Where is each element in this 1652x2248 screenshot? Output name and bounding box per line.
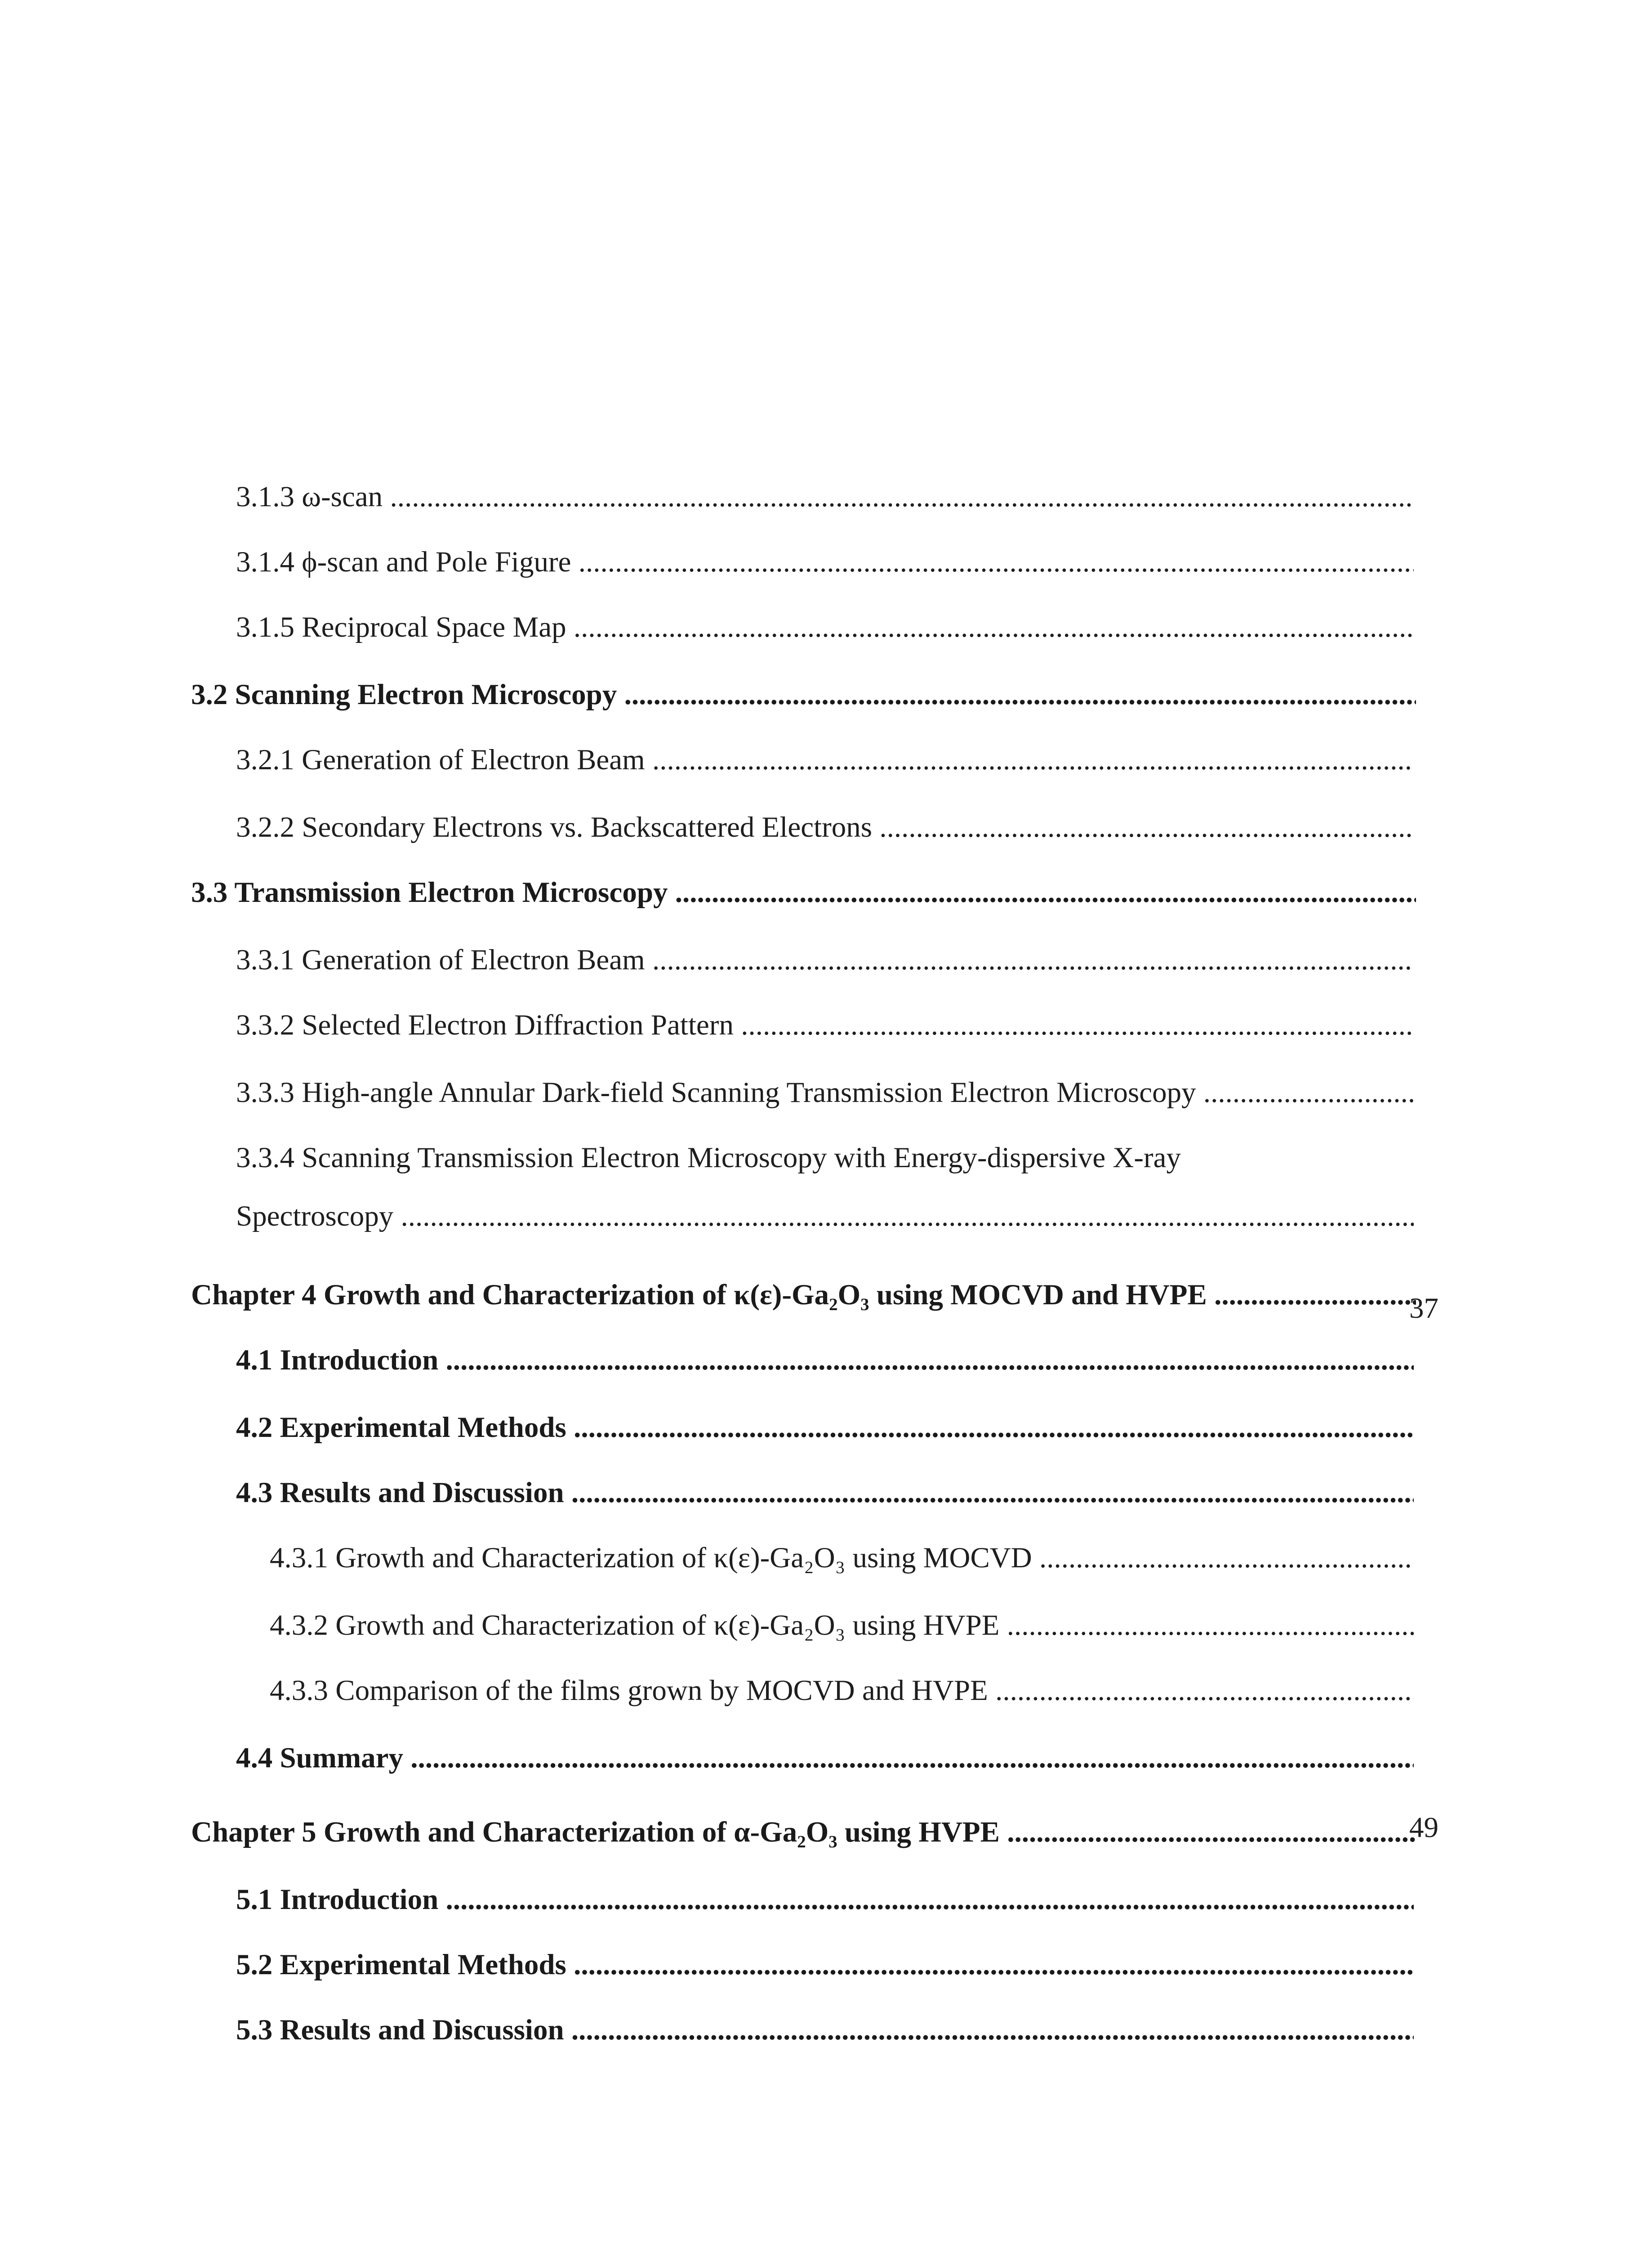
toc-entry-title: 4.3.2 Growth and Characterization of κ(ε)-Ga₂O₃ using HVPE [270, 1609, 1000, 1641]
leader-dots [566, 611, 1414, 643]
toc-entry-title: 3.3.1 Generation of Electron Beam [236, 944, 645, 976]
toc-entry [236, 1075, 1414, 1111]
toc-section-title: 4.1 Introduction [236, 1344, 439, 1376]
toc-entry-title: Spectroscopy [236, 1200, 394, 1232]
toc-section [236, 1947, 1414, 1983]
toc-chapter-title: Chapter 5 Growth and Characterization of α-Ga₂O₃ using HVPE [191, 1816, 1000, 1848]
leader-dots [1032, 1542, 1414, 1574]
toc-entry-title: 3.3.2 Selected Electron Diffraction Pattern [236, 1009, 734, 1041]
toc-entry [236, 742, 1414, 778]
toc-section [191, 874, 1416, 910]
toc-entry [270, 1607, 1414, 1643]
toc-entry-title: 3.1.3 ω-scan [236, 481, 383, 513]
toc-section-title: 4.4 Summary [236, 1742, 403, 1774]
toc-entry-title: 3.2.1 Generation of Electron Beam [236, 744, 645, 776]
toc-section-title: 4.3 Results and Discussion [236, 1476, 564, 1509]
leader-dots [988, 1674, 1414, 1707]
toc-entry-continuation [236, 1198, 1414, 1234]
toc-entry-title: 4.3.1 Growth and Characterization of κ(ε)-Ga₂O₃ using MOCVD [270, 1542, 1032, 1574]
toc-entry-title: 3.1.5 Reciprocal Space Map [236, 611, 566, 643]
toc-section-title: 4.2 Experimental Methods [236, 1411, 566, 1444]
toc-entry-title: 3.3.4 Scanning Transmission Electron Microscopy with Energy-dispersive X-ray [236, 1142, 1181, 1174]
toc-entry-title: 4.3.3 Comparison of the films grown by MOCVD and HVPE [270, 1674, 988, 1707]
toc-section [236, 2012, 1414, 2048]
toc-entry [236, 809, 1414, 845]
leader-dots [438, 1344, 1414, 1376]
leader-dots [1207, 1279, 1416, 1311]
toc-chapter [191, 1277, 1416, 1313]
toc-section-title: 3.3 Transmission Electron Microscopy [191, 876, 668, 909]
leader-dots [645, 744, 1414, 776]
toc-section [236, 1409, 1414, 1445]
leader-dots [403, 1742, 1414, 1774]
toc-entry-title: 3.1.4 ϕ-scan and Pole Figure [236, 546, 571, 578]
leader-dots [668, 876, 1416, 909]
toc-section-title: 3.2 Scanning Electron Microscopy [191, 678, 617, 711]
page-number: 37 [1409, 1292, 1438, 1325]
toc-entry [236, 544, 1414, 580]
leader-dots [999, 1609, 1414, 1641]
toc-entry-title: 3.2.2 Secondary Electrons vs. Backscattered Electrons [236, 811, 873, 843]
toc-section [236, 1740, 1414, 1776]
toc-section [236, 1882, 1414, 1918]
leader-dots [438, 1883, 1414, 1916]
toc-chapter [191, 1814, 1416, 1850]
toc-entry [270, 1540, 1414, 1576]
leader-dots [393, 1200, 1414, 1232]
toc-section [236, 1475, 1414, 1511]
toc-entry [236, 609, 1414, 645]
toc-entry [236, 942, 1414, 978]
leader-dots [734, 1009, 1414, 1041]
leader-dots [566, 1949, 1414, 1981]
toc-section-title: 5.1 Introduction [236, 1883, 439, 1916]
toc-section-title: 5.3 Results and Discussion [236, 2014, 564, 2046]
leader-dots [564, 1476, 1414, 1509]
leader-dots [617, 678, 1416, 711]
toc-section-title: 5.2 Experimental Methods [236, 1949, 566, 1981]
leader-dots [564, 2014, 1414, 2046]
toc-section [191, 677, 1416, 713]
toc-entry [236, 479, 1414, 515]
leader-dots [1196, 1076, 1414, 1109]
toc-entry [236, 1007, 1414, 1043]
toc-entry [270, 1673, 1414, 1708]
leader-dots [566, 1411, 1414, 1444]
toc-section [236, 1342, 1414, 1378]
toc-chapter-title: Chapter 4 Growth and Characterization of κ(ε)-Ga₂O₃ using MOCVD and HVPE [191, 1279, 1207, 1311]
leader-dots [872, 811, 1414, 843]
leader-dots [383, 481, 1414, 513]
toc-entry [236, 1140, 1414, 1176]
page-number: 49 [1409, 1811, 1438, 1844]
leader-dots [645, 944, 1414, 976]
toc-entry-title: 3.3.3 High-angle Annular Dark-field Scanning Transmission Electron Microscopy [236, 1076, 1196, 1109]
leader-dots [571, 546, 1414, 578]
leader-dots [1000, 1816, 1416, 1848]
